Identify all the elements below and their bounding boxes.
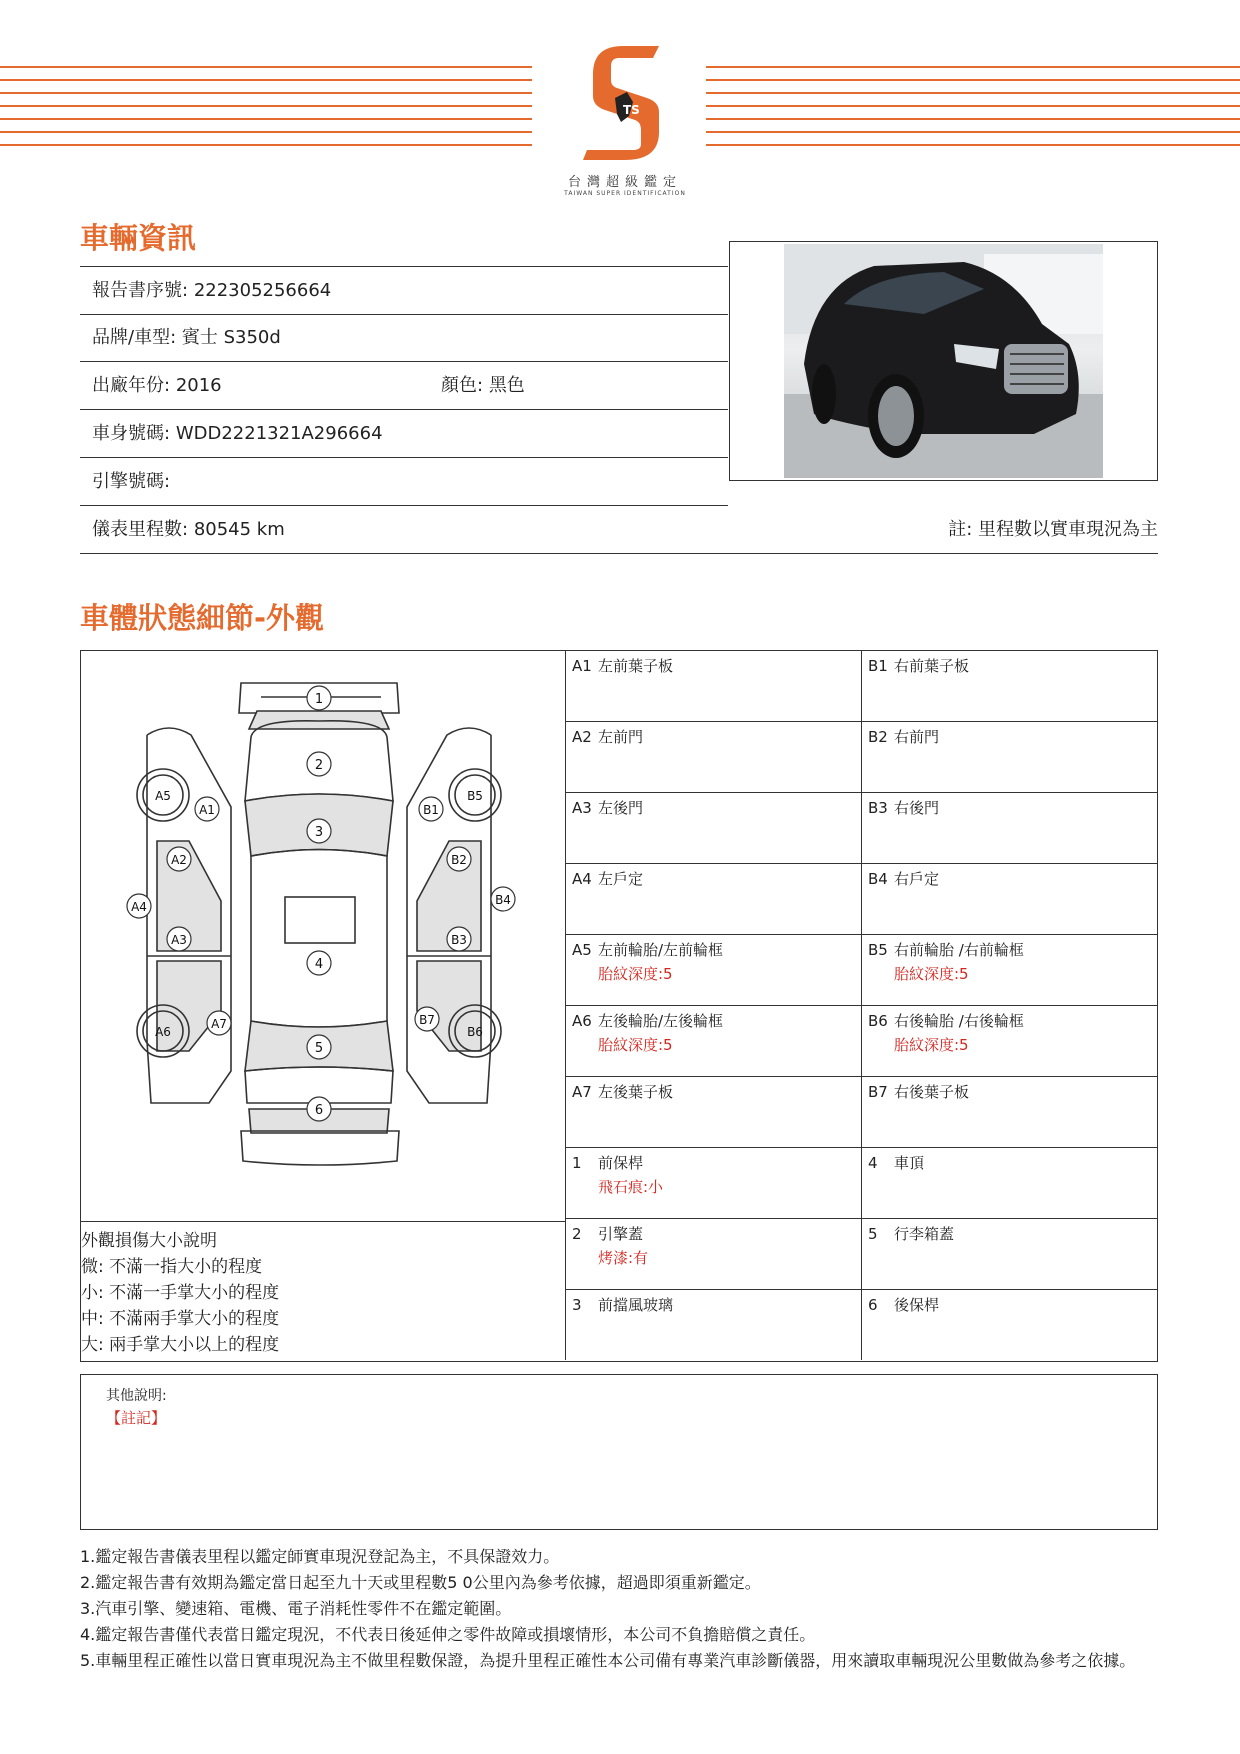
- cell-code: B1: [868, 657, 888, 675]
- condition-cell-a2: [565, 722, 861, 793]
- footnotes: [80, 1544, 1160, 1674]
- cell-code: A6: [572, 1012, 592, 1030]
- cell-part-name: 右後門: [894, 799, 940, 817]
- cell-code: 4: [868, 1154, 878, 1172]
- condition-cell-6: [861, 1290, 1157, 1360]
- cell-part-name: 左前門: [598, 728, 644, 746]
- cell-part-name: 右後葉子板: [894, 1083, 970, 1101]
- engine-row: [80, 458, 728, 506]
- cell-part-name: 右前門: [894, 728, 940, 746]
- diagram-label-b2: B2: [451, 853, 467, 867]
- diagram-label-3: 3: [314, 825, 324, 840]
- vin-value: WDD2221321A296664: [175, 423, 383, 444]
- cell-part-name: 引擎蓋: [598, 1225, 644, 1243]
- condition-cell-3: [565, 1290, 861, 1360]
- cell-code: A3: [572, 799, 592, 817]
- year-color-row: [80, 362, 728, 410]
- cell-code: B7: [868, 1083, 888, 1101]
- condition-cell-b5: [861, 935, 1157, 1006]
- condition-cell-b3: [861, 793, 1157, 864]
- legend-line: 微: 不滿一指大小的程度: [81, 1257, 263, 1277]
- cell-code: B5: [868, 941, 888, 959]
- diagram-label-2: 2: [314, 758, 324, 773]
- condition-cell-a1: [565, 651, 861, 722]
- cell-part-name: 左後門: [598, 799, 644, 817]
- condition-cell-a3: [565, 793, 861, 864]
- cell-part-name: 右前輪胎 /右前輪框: [894, 941, 1024, 959]
- condition-cell-b4: [861, 864, 1157, 935]
- legend-line: 中: 不滿兩手掌大小的程度: [81, 1309, 280, 1329]
- engine-label: 引擎號碼:: [92, 471, 171, 492]
- condition-cell-4: [861, 1148, 1157, 1219]
- diagram-label-b7: B7: [419, 1013, 435, 1027]
- cell-code: 2: [572, 1225, 582, 1243]
- report-no-row: [80, 266, 728, 315]
- car-body-diagram: [81, 651, 565, 1221]
- diagram-label-b3: B3: [451, 933, 467, 947]
- cell-part-name: 行李箱蓋: [894, 1225, 955, 1243]
- condition-cell-b2: [861, 722, 1157, 793]
- exterior-condition-table: [80, 650, 1158, 1362]
- other-notes-box: [80, 1374, 1158, 1530]
- cell-code: 5: [868, 1225, 878, 1243]
- other-notes-tag: 【註記】: [106, 1409, 167, 1427]
- header-stripes-left: [0, 66, 532, 157]
- diagram-label-b6: B6: [467, 1025, 483, 1039]
- mileage-value: 80545 km: [193, 519, 285, 540]
- condition-cell-5: [861, 1219, 1157, 1290]
- exterior-title: 車體狀態細節-外觀: [80, 601, 325, 635]
- report-no-value: 222305256664: [193, 280, 332, 301]
- brand-name-cn: 台灣超級鑑定: [567, 175, 682, 190]
- header-stripes-right: [706, 66, 1240, 157]
- cell-code: 3: [572, 1296, 582, 1314]
- footnote-item: 3.汽車引擎、變速箱、電機、電子消耗性零件不在鑑定範圍。: [80, 1599, 512, 1618]
- diagram-label-a2: A2: [171, 853, 187, 867]
- legend-line: 小: 不滿一手掌大小的程度: [81, 1283, 280, 1303]
- vin-label: 車身號碼:: [92, 423, 171, 444]
- diagram-label-b1: B1: [423, 803, 439, 817]
- condition-cell-b1: [861, 651, 1157, 722]
- diagram-label-a3: A3: [171, 933, 187, 947]
- cell-code: A7: [572, 1083, 592, 1101]
- diagram-label-6: 6: [314, 1103, 324, 1118]
- diagram-label-5: 5: [314, 1041, 324, 1056]
- cell-part-name: 右戶定: [894, 870, 940, 888]
- cell-part-name: 車頂: [894, 1154, 925, 1172]
- color-label: 顏色:: [441, 375, 484, 396]
- svg-text:TS: TS: [623, 103, 640, 117]
- cell-part-name: 前保桿: [598, 1154, 644, 1172]
- footnote-item: 1.鑑定報告書儀表里程以鑑定師實車現況登記為主，不具保證效力。: [80, 1547, 560, 1566]
- cell-part-name: 後保桿: [894, 1296, 940, 1314]
- cell-code: 6: [868, 1296, 878, 1314]
- diagram-label-a1: A1: [199, 803, 215, 817]
- diagram-label-b4: B4: [495, 893, 511, 907]
- cell-part-name: 右後輪胎 /右後輪框: [894, 1012, 1024, 1030]
- cell-part-name: 左前輪胎/左前輪框: [598, 941, 724, 959]
- diagram-label-a7: A7: [211, 1017, 227, 1031]
- condition-cell-a5: [565, 935, 861, 1006]
- condition-cell-a6: [565, 1006, 861, 1077]
- mileage-row: [80, 506, 1158, 554]
- diagram-label-4: 4: [314, 957, 324, 972]
- cell-code: A1: [572, 657, 592, 675]
- cell-code: A2: [572, 728, 592, 746]
- cell-part-name: 前擋風玻璃: [598, 1296, 674, 1314]
- cell-part-name: 右前葉子板: [894, 657, 970, 675]
- cell-part-name: 左前葉子板: [598, 657, 674, 675]
- diagram-label-a5: A5: [155, 789, 171, 803]
- cell-part-name: 左後輪胎/左後輪框: [598, 1012, 724, 1030]
- footnote-item: 4.鑑定報告書僅代表當日鑑定現況，不代表日後延伸之零件故障或損壞情形，本公司不負擔賠償之責任。: [80, 1625, 816, 1644]
- footnote-item: 5.車輛里程正確性以當日實車現況為主不做里程數保證，為提升里程正確性本公司備有專業汽車診斷儀器，用來讀取車輛現況公里數做為參考之依據。: [80, 1651, 1136, 1670]
- cell-code: A5: [572, 941, 592, 959]
- other-notes-label: 其他說明:: [106, 1388, 167, 1404]
- vehicle-photo-frame: [729, 241, 1158, 481]
- legend-line: 大: 兩手掌大小以上的程度: [81, 1335, 280, 1355]
- condition-cell-b6: [861, 1006, 1157, 1077]
- condition-cell-b7: [861, 1077, 1157, 1148]
- cell-damage-note: 飛石痕:小: [598, 1178, 664, 1196]
- report-no-label: 報告書序號:: [92, 280, 189, 301]
- cell-code: A4: [572, 870, 592, 888]
- vin-row: [80, 410, 728, 458]
- vehicle-photo: [784, 244, 1103, 478]
- cell-code: B6: [868, 1012, 888, 1030]
- diagram-label-1: 1: [314, 692, 324, 707]
- cell-damage-note: 胎紋深度:5: [598, 965, 673, 983]
- condition-cell-2: [565, 1219, 861, 1290]
- cell-damage-note: 胎紋深度:5: [894, 1036, 969, 1054]
- cell-code: 1: [572, 1154, 582, 1172]
- footnote-item: 2.鑑定報告書有效期為鑑定當日起至九十天或里程數5 0公里內為參考依據，超過即須重新鑑定。: [80, 1573, 761, 1592]
- brand-model-value: 賓士 S350d: [181, 327, 281, 348]
- diagram-label-a6: A6: [155, 1025, 171, 1039]
- cell-damage-note: 胎紋深度:5: [894, 965, 969, 983]
- cell-code: B3: [868, 799, 888, 817]
- brand-model-label: 品牌/車型:: [92, 327, 177, 348]
- brand-model-row: [80, 314, 728, 362]
- legend-title: 外觀損傷大小說明: [81, 1231, 217, 1251]
- cell-damage-note: 胎紋深度:5: [598, 1036, 673, 1054]
- cell-damage-note: 烤漆:有: [598, 1249, 649, 1267]
- year-label: 出廠年份:: [92, 375, 171, 396]
- cell-part-name: 左戶定: [598, 870, 644, 888]
- vehicle-info-title: 車輛資訊: [80, 221, 197, 255]
- cell-part-name: 左後葉子板: [598, 1083, 674, 1101]
- year-value: 2016: [175, 375, 222, 396]
- condition-cell-a4: [565, 864, 861, 935]
- brand-logo: [555, 40, 695, 169]
- condition-cell-1: [565, 1148, 861, 1219]
- mileage-label: 儀表里程數:: [92, 519, 189, 540]
- mileage-note: 註: 里程數以實車現況為主: [948, 519, 1158, 540]
- cell-code: B2: [868, 728, 888, 746]
- cell-code: B4: [868, 870, 888, 888]
- diagram-label-a4: A4: [131, 900, 147, 914]
- brand-name-en: TAIWAN SUPER IDENTIFICATION: [564, 190, 686, 197]
- diagram-label-b5: B5: [467, 789, 483, 803]
- color-value: 黑色: [488, 375, 525, 396]
- damage-size-legend: [81, 1221, 565, 1362]
- condition-cell-a7: [565, 1077, 861, 1148]
